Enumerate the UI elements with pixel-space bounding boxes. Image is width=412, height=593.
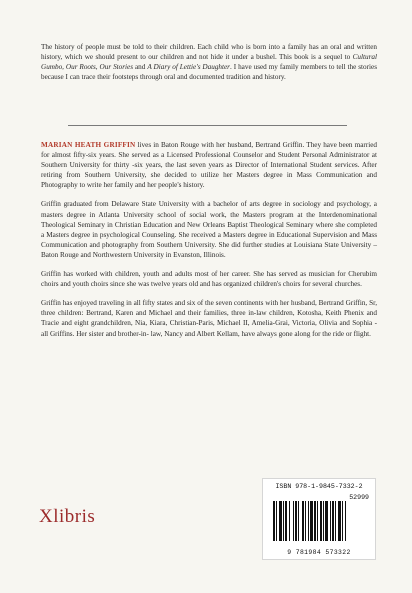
barcode-bar xyxy=(317,501,318,541)
barcode-bar xyxy=(302,501,304,541)
barcode-bar xyxy=(273,501,275,541)
barcode-bar xyxy=(330,501,331,541)
barcode-bar xyxy=(279,501,282,541)
barcode-bar xyxy=(283,501,284,541)
barcode-bar xyxy=(285,501,287,541)
author-bio xyxy=(41,140,377,348)
price-code: 52999 xyxy=(349,494,369,501)
divider-rule xyxy=(68,125,347,126)
barcode-bar xyxy=(320,501,322,541)
blurb-text-2: and xyxy=(133,63,148,72)
barcode-bar xyxy=(314,501,316,541)
barcode-bar xyxy=(323,501,324,541)
author-name: MARIAN HEATH GRIFFIN xyxy=(41,141,136,149)
publisher-logo: Xlibris xyxy=(39,506,96,527)
bio-paragraph-2: Griffin graduated from Delaware State University with a bachelor of arts degree in sociology and psychology, a masters degree in Atlanta University school of social work, the Masters program at the Interdenominational Theological Seminary in Christian Education and New Orleans Baptist Theological Seminary where she completed a Masters degree in psychological Counseling. She received a Masters degree in Educational Supervision and Mass Communication and photography from Southern University. She did further studies at Louisiana State University – Baton Rouge and Northwestern University in Evanston, Illinois. xyxy=(41,200,377,259)
blurb-book-title-2: A Diary of Lettie's Daughter xyxy=(147,63,230,72)
barcode-bar xyxy=(298,501,299,541)
barcode-bar xyxy=(325,501,328,541)
bio-paragraph-1-text: lives in Baton Rouge with her husband, Bertrand Griffin. They have been married for almost fifty-six years. She served as a Licensed Professional Counselor and Student Personal Administrator at Southern University for thirty -six years, the last seven years as Director of International Student services. After retiring from Southern University, she decided to utilize her Masters degree in Mass Communication and Photography to write her family and her people's history. xyxy=(41,141,377,190)
barcode-bar xyxy=(335,501,336,541)
barcode-bar xyxy=(295,501,297,541)
bio-paragraph-4: Griffin has enjoyed traveling in all fifty states and six of the seven continents with her husband, Bertrand Griffin, Sr, three children: Bertrand, Karen and Michael and their families, three in-law children, Kotosha, Keith Phenix and Tracie and eight grandchildren, Nia, Kiara, Christian-Paris, Michael II, Amelia-Grai, Victoria, Olivia and Sophia - all Griffins. Her sister and brother-in- law, Nancy and Albert Kellam, have always gone along for the ride or flight. xyxy=(41,299,377,338)
barcode-bar xyxy=(345,501,346,541)
barcode-bar xyxy=(338,501,341,541)
barcode-bar xyxy=(332,501,334,541)
barcode-bar xyxy=(305,501,306,541)
barcode-bar xyxy=(276,501,277,541)
blurb-text-1: The history of people must be told to their children. Each child who is born into a family has an oral and written history, which we should present to our children and not hide it under a bushel. This book is a sequel to xyxy=(41,43,377,62)
barcode-bar xyxy=(289,501,290,541)
bio-paragraph-1 xyxy=(41,140,377,190)
blurb-text-3: . I have used my family members to tell the stories because I can trace their footsteps through oral and documented tradition and history. xyxy=(41,63,378,82)
bio-paragraph-3: Griffin has worked with children, youth and adults most of her career. She has served as musician for Cherubim choirs and youth choirs since she was twelve years old and has organized children's choirs for several churches. xyxy=(41,270,377,289)
barcode-bar xyxy=(310,501,313,541)
barcode-bar xyxy=(308,501,309,541)
isbn-text: ISBN 978-1-9845-7332-2 xyxy=(275,483,363,490)
barcode-box xyxy=(262,478,376,560)
barcode-bar xyxy=(293,501,294,541)
barcode-icon xyxy=(273,501,365,541)
barcode-number: 9 781984 573322 xyxy=(287,549,351,556)
barcode-bar xyxy=(342,501,343,541)
blurb-paragraph xyxy=(41,42,377,82)
blurb-book-title-1: Cultural Gumbo, Our Roots, Our Stories xyxy=(41,53,377,72)
